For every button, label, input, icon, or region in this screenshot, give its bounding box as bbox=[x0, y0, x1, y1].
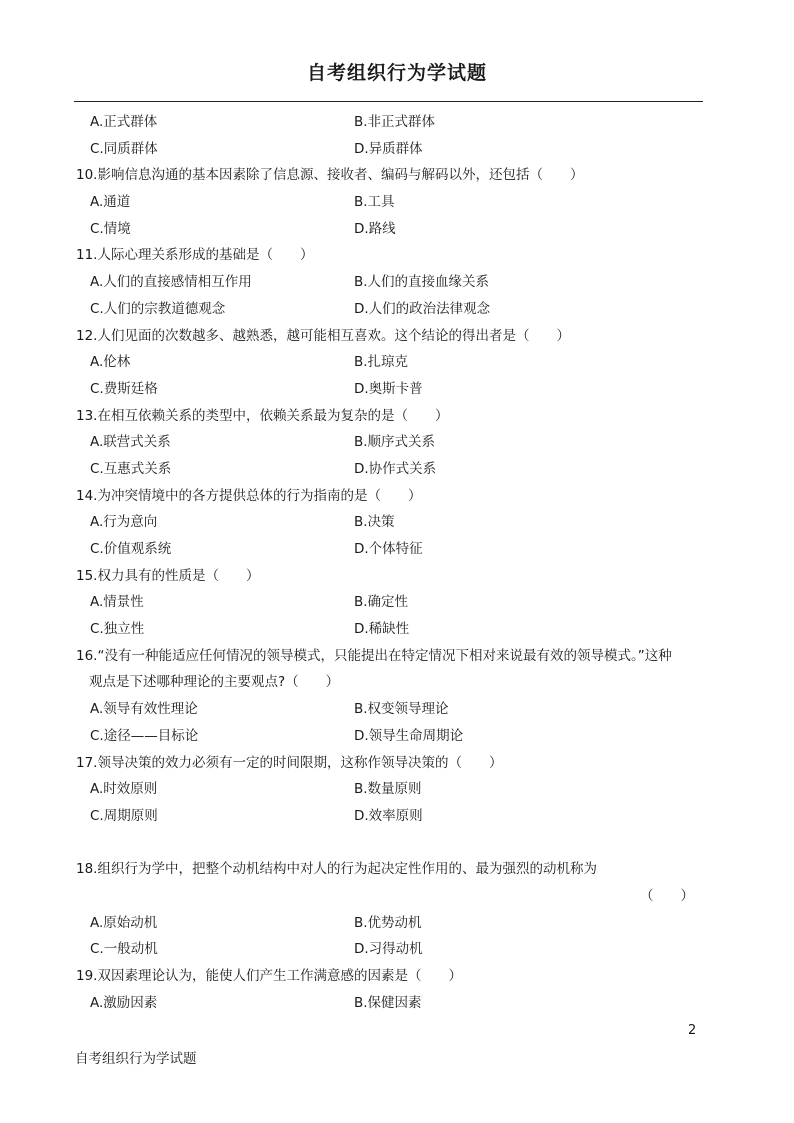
option-right: D.个体特征 bbox=[354, 541, 423, 557]
option-row bbox=[0, 509, 794, 536]
option-right: D.异质群体 bbox=[354, 140, 423, 157]
option-right: B.人们的直接血缘关系 bbox=[354, 274, 490, 291]
option-row bbox=[0, 376, 794, 403]
option-right: D.效率原则 bbox=[354, 807, 423, 824]
option-right: D.协作式关系 bbox=[354, 460, 437, 477]
option-left: C.一般动机 bbox=[90, 941, 158, 958]
question-stem: 16.“没有一种能适应任何情况的领导模式，只能提出在特定情况下相对来说最有效的领导模式。”这种 bbox=[76, 647, 672, 664]
option-right: B.非正式群体 bbox=[354, 114, 436, 130]
option-right: D.奥斯卡普 bbox=[354, 380, 423, 397]
option-left: A.正式群体 bbox=[90, 114, 158, 130]
option-row bbox=[0, 456, 794, 483]
question-stem: 10.影响信息沟通的基本因素除了信息源、接收者、编码与解码以外，还包括（ ） bbox=[76, 167, 584, 184]
option-left: A.领导有效性理论 bbox=[90, 701, 198, 718]
option-row bbox=[0, 536, 794, 563]
option-row bbox=[0, 723, 794, 750]
option-left: C.途径——目标论 bbox=[90, 727, 199, 744]
option-left: C.费斯廷格 bbox=[90, 380, 158, 397]
option-left: C.同质群体 bbox=[90, 140, 158, 157]
option-right: D.路线 bbox=[354, 220, 396, 237]
option-left: A.通道 bbox=[90, 194, 131, 211]
option-right: B.工具 bbox=[354, 194, 395, 211]
option-right: D.领导生命周期论 bbox=[354, 727, 464, 744]
answer-bracket-row bbox=[0, 883, 794, 910]
question-stem: 13.在相互依赖关系的类型中，依赖关系最为复杂的是（ ） bbox=[76, 407, 449, 424]
option-left: C.人们的宗教道德观念 bbox=[90, 300, 226, 317]
answer-bracket: （ ） bbox=[640, 887, 694, 904]
question-stem: 12.人们见面的次数越多、越熟悉，越可能相互喜欢。这个结论的得出者是（ ） bbox=[76, 327, 570, 344]
page-number: 2 bbox=[688, 1023, 697, 1038]
header-rule bbox=[74, 101, 703, 102]
option-row bbox=[0, 616, 794, 643]
page-title: 自考组织行为学试题 bbox=[306, 62, 487, 84]
option-right: B.保健因素 bbox=[354, 994, 422, 1011]
option-row bbox=[0, 189, 794, 216]
option-left: A.行为意向 bbox=[90, 514, 158, 531]
option-row bbox=[0, 990, 794, 1017]
option-right: B.扎琼克 bbox=[354, 354, 409, 371]
option-row bbox=[0, 216, 794, 243]
option-row bbox=[0, 429, 794, 456]
option-row bbox=[0, 296, 794, 323]
question-stem: 19.双因素理论认为，能使人们产生工作满意感的因素是（ ） bbox=[76, 968, 462, 984]
option-left: C.周期原则 bbox=[90, 807, 158, 824]
option-right: B.确定性 bbox=[354, 594, 409, 611]
question-continuation: 观点是下述哪种理论的主要观点?（ ） bbox=[89, 674, 340, 691]
question-stem: 11.人际心理关系形成的基础是（ ） bbox=[76, 247, 314, 264]
option-row bbox=[0, 589, 794, 616]
question-content bbox=[0, 109, 794, 1016]
question-stem: 15.权力具有的性质是（ ） bbox=[76, 567, 260, 584]
option-left: C.互惠式关系 bbox=[90, 460, 172, 477]
option-left: C.价值观系统 bbox=[90, 541, 172, 557]
option-row bbox=[0, 136, 794, 163]
option-row bbox=[0, 109, 794, 136]
question-stem: 18.组织行为学中，把整个动机结构中对人的行为起决定性作用的、最为强烈的动机称为 bbox=[76, 861, 597, 878]
option-row bbox=[0, 349, 794, 376]
spacer bbox=[0, 830, 794, 857]
option-right: D.人们的政治法律观念 bbox=[354, 300, 491, 317]
option-right: D.习得动机 bbox=[354, 941, 423, 958]
option-left: A.伦林 bbox=[90, 354, 131, 371]
option-row bbox=[0, 936, 794, 963]
option-left: A.人们的直接感情相互作用 bbox=[90, 274, 252, 291]
option-left: A.情景性 bbox=[90, 594, 144, 611]
option-left: A.激励因素 bbox=[90, 994, 158, 1011]
option-right: B.权变领导理论 bbox=[354, 701, 449, 718]
option-row bbox=[0, 803, 794, 830]
question-stem: 14.为冲突情境中的各方提供总体的行为指南的是（ ） bbox=[76, 487, 422, 504]
footer-title: 自考组织行为学试题 bbox=[75, 1051, 197, 1067]
option-right: B.优势动机 bbox=[354, 914, 422, 931]
option-left: C.独立性 bbox=[90, 621, 145, 638]
option-row bbox=[0, 269, 794, 296]
option-left: A.原始动机 bbox=[90, 914, 158, 931]
option-left: C.情境 bbox=[90, 220, 131, 237]
question-stem: 17.领导决策的效力必须有一定的时间限期，这称作领导决策的（ ） bbox=[76, 754, 503, 771]
option-row bbox=[0, 910, 794, 937]
option-left: A.时效原则 bbox=[90, 781, 158, 798]
option-left: A.联营式关系 bbox=[90, 434, 171, 451]
option-row bbox=[0, 696, 794, 723]
option-right: B.顺序式关系 bbox=[354, 434, 436, 451]
option-right: B.决策 bbox=[354, 514, 395, 531]
option-right: D.稀缺性 bbox=[354, 621, 410, 638]
option-row bbox=[0, 776, 794, 803]
option-right: B.数量原则 bbox=[354, 781, 422, 798]
